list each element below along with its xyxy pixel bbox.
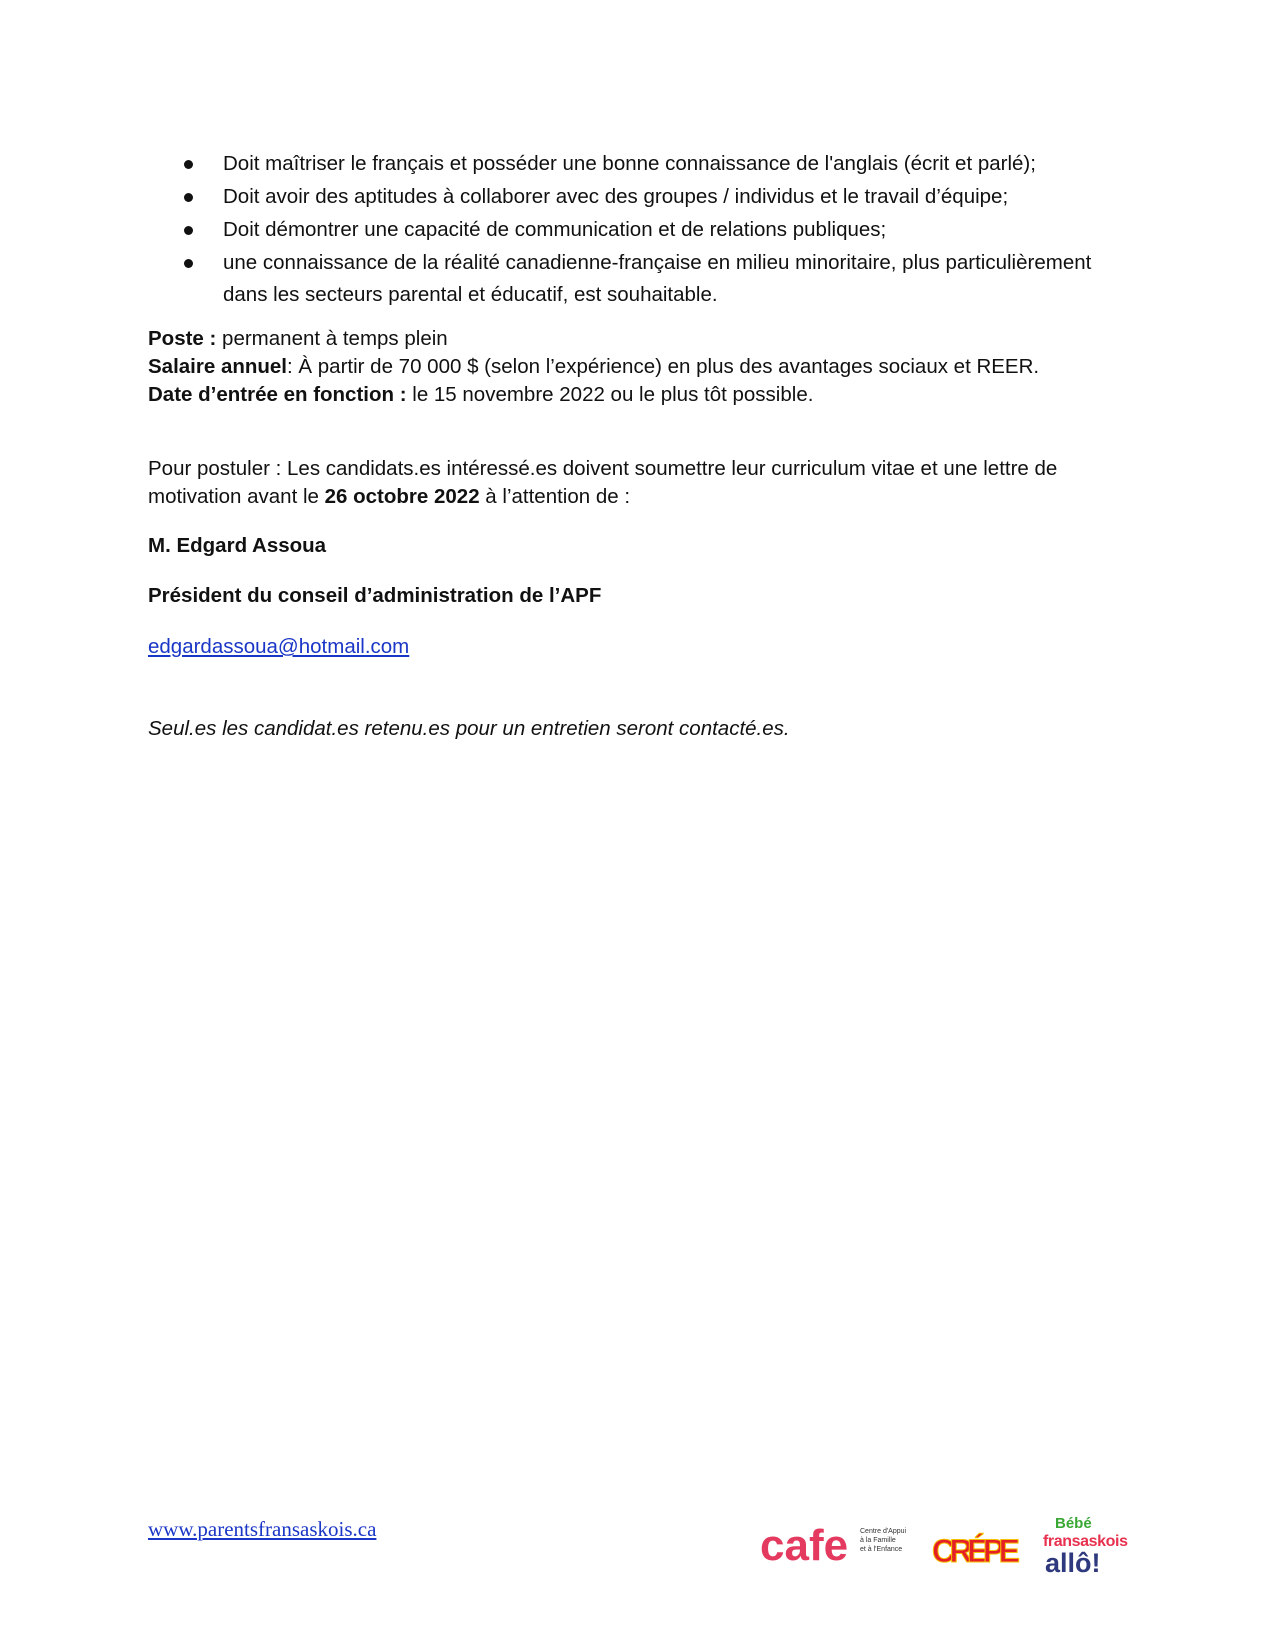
cafe-logo: [760, 1521, 907, 1570]
list-item: Doit maîtriser le français et posséder une bonne connaissance de l'anglais (écrit et parlé);: [148, 148, 1138, 180]
position-details: [148, 325, 1148, 409]
apply-paragraph: Pour postuler : Les candidats.es intéressé.es doivent soumettre leur curriculum vitae et une lettre de motivation avant le 26 octobre 2022 à l’attention de :: [148, 457, 1058, 508]
svg-text:allô!: allô!: [1045, 1548, 1101, 1578]
bullet-icon: [184, 226, 193, 235]
bebe-fransaskois-logo: [1043, 1515, 1128, 1578]
svg-text:Centre d'Appui: Centre d'Appui: [860, 1528, 907, 1535]
deadline: 26 octobre 2022: [324, 485, 480, 508]
crepe-logo-word: CRÉPE: [932, 1533, 1020, 1569]
bullet-icon: [184, 160, 193, 169]
list-item: Doit avoir des aptitudes à collaborer avec des groupes / individus et le travail d’équipe;: [148, 181, 1138, 213]
poste-label: Poste :: [148, 327, 217, 350]
contact-name: M. Edgard Assoua: [148, 534, 327, 557]
bullet-icon: [184, 193, 193, 202]
date-value: le 15 novembre 2022 ou le plus tôt possible.: [406, 383, 814, 406]
list-item: une connaissance de la réalité canadienne-française en milieu minoritaire, plus particulièrement dans les secteurs parental et éducatif, est souhaitable.: [148, 247, 1138, 311]
date-line: [148, 381, 1148, 409]
poste-line: [148, 325, 1148, 353]
svg-text:Bébé: Bébé: [1055, 1515, 1092, 1532]
list-item: Doit démontrer une capacité de communication et de relations publiques;: [148, 214, 1138, 246]
salaire-line: [148, 353, 1148, 381]
svg-text:et à l'Enfance: et à l'Enfance: [860, 1546, 903, 1553]
svg-text:à la Famille: à la Famille: [860, 1537, 896, 1544]
svg-text:fransaskois: fransaskois: [1043, 1533, 1128, 1550]
partner-logos: [760, 1510, 1160, 1580]
bullet-icon: [184, 259, 193, 268]
crepe-logo: [932, 1533, 1020, 1569]
date-label: Date d’entrée en fonction :: [148, 383, 407, 406]
salaire-value: : À partir de 70 000 $ (selon l’expérience) en plus des avantages sociaux et REER.: [287, 355, 1040, 378]
salaire-label: Salaire annuel: [148, 355, 288, 378]
cafe-logo-word: cafe: [760, 1521, 849, 1570]
footer-website-link[interactable]: www.parentsfransaskois.ca: [148, 1517, 377, 1541]
contact-email-row: [148, 633, 1148, 661]
poste-value: permanent à temps plein: [216, 327, 448, 350]
closing-note: Seul.es les candidat.es retenu.es pour un entretien seront contacté.es.: [148, 717, 790, 740]
requirements-list: [148, 148, 1138, 312]
contact-title: Président du conseil d’administration de l’APF: [148, 584, 602, 607]
contact-email-link[interactable]: edgardassoua@hotmail.com: [148, 635, 410, 658]
